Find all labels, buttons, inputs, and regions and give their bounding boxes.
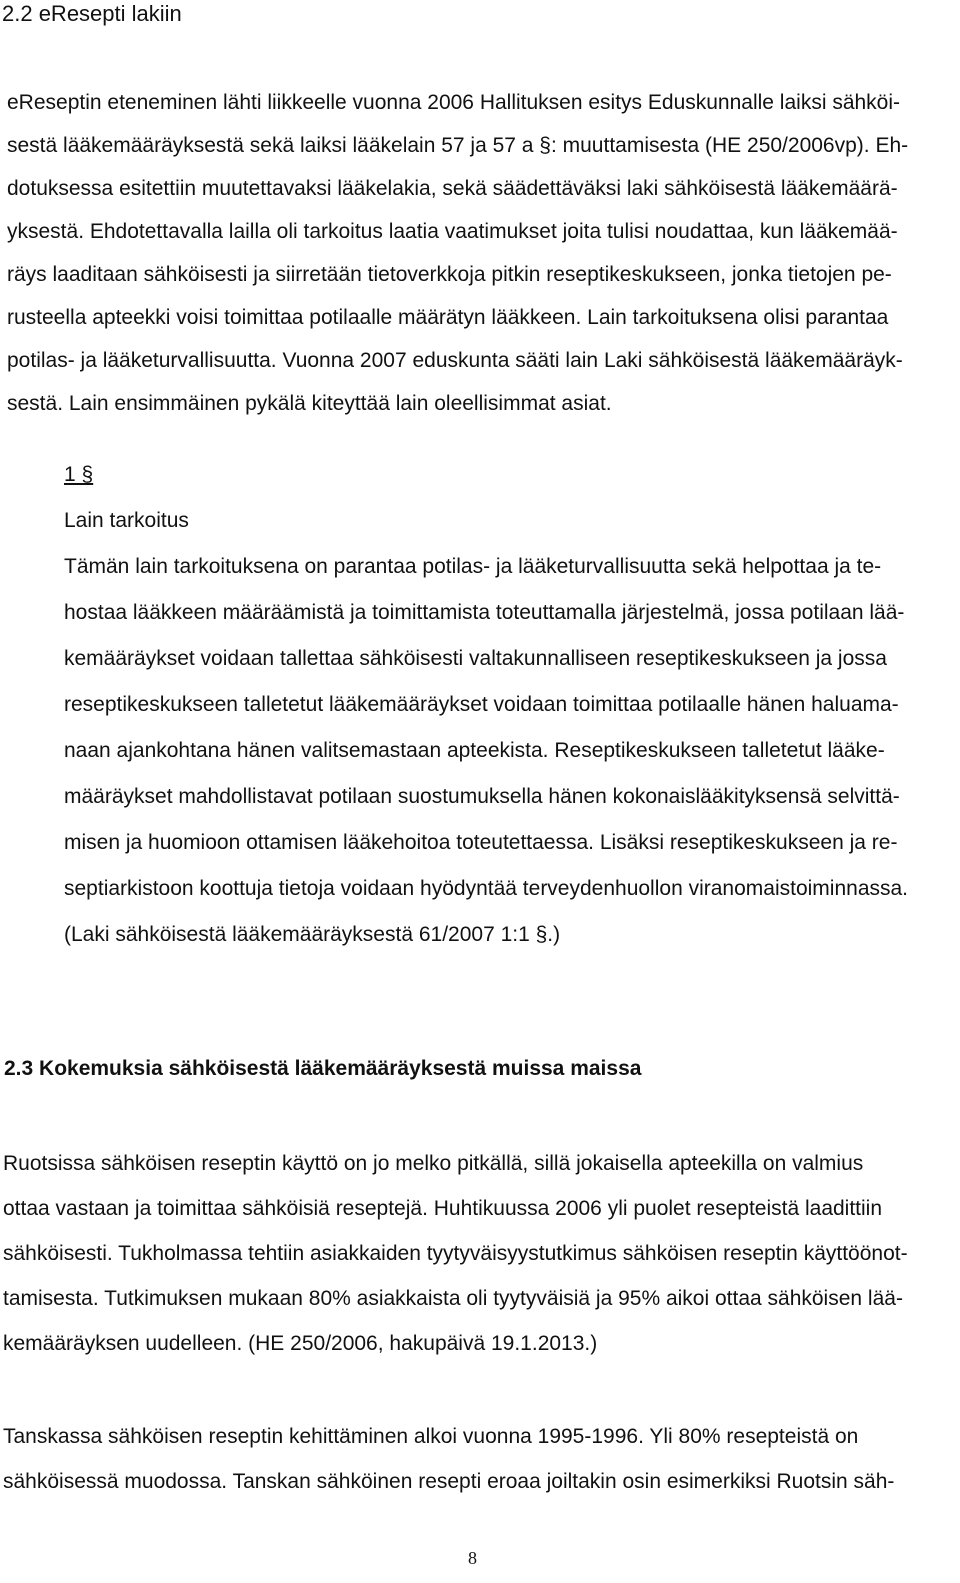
quote-line: määräykset mahdollistavat potilaan suostumuksella hänen kokonaislääkityksensä selvittä-: [64, 785, 900, 808]
paragraph-line: tamisesta. Tutkimuksen mukaan 80% asiakkaista oli tyytyväisiä ja 95% aikoi ottaa sähköisen lää-: [3, 1287, 903, 1310]
quote-line: reseptikeskukseen talletetut lääkemääräykset voidaan toimittaa potilaalle hänen haluama-: [64, 693, 899, 716]
paragraph-line: eReseptin eteneminen lähti liikkeelle vuonna 2006 Hallituksen esitys Eduskunnalle laiksi sähköi-: [7, 91, 901, 114]
paragraph-line: ottaa vastaan ja toimittaa sähköisiä reseptejä. Huhtikuussa 2006 yli puolet resepteistä laadittiin: [3, 1197, 883, 1220]
paragraph-line: sestä lääkemääräyksestä sekä laiksi lääkelain 57 ja 57 a §: muuttamisesta (HE 250/2006vp). Eh-: [7, 134, 909, 157]
paragraph-line: kemääräyksen uudelleen. (HE 250/2006, hakupäivä 19.1.2013.): [3, 1332, 598, 1355]
paragraph-line: rusteella apteekki voisi toimittaa potilaalle määrätyn lääkkeen. Lain tarkoituksena olisi parantaa: [7, 306, 889, 329]
quote-line: kemääräykset voidaan tallettaa sähköisesti valtakunnalliseen reseptikeskukseen ja jossa: [64, 647, 887, 670]
paragraph-line: sähköisesti. Tukholmassa tehtiin asiakkaiden tyytyväisyystutkimus sähköisen reseptin käyttöönot-: [3, 1242, 908, 1265]
paragraph-line: dotuksessa esitettiin muutettavaksi lääkelakia, sekä säädettäväksi laki sähköisestä lääkemäärä-: [7, 177, 898, 200]
paragraph-line: yksestä. Ehdotettavalla lailla oli tarkoitus laatia vaatimukset joita tulisi noudattaa, kun lääkemää-: [7, 220, 898, 243]
section-heading-2-3: 2.3 Kokemuksia sähköisestä lääkemääräyksestä muissa maissa: [4, 1057, 642, 1080]
quote-line: (Laki sähköisestä lääkemääräyksestä 61/2007 1:1 §.): [64, 923, 561, 946]
section-heading-2-2: 2.2 eResepti lakiin: [2, 1, 182, 26]
quote-section-number: 1 §: [64, 463, 94, 486]
paragraph-line: sestä. Lain ensimmäinen pykälä kiteyttää lain oleellisimmat asiat.: [7, 392, 612, 415]
paragraph-line: räys laaditaan sähköisesti ja siirretään tietoverkkoja pitkin reseptikeskukseen, jonka tietojen pe-: [7, 263, 892, 286]
page-number: 8: [468, 1548, 477, 1568]
paragraph-line: Tanskassa sähköisen reseptin kehittäminen alkoi vuonna 1995-1996. Yli 80% resepteistä on: [3, 1425, 859, 1448]
paragraph-line: potilas- ja lääketurvallisuutta. Vuonna 2007 eduskunta sääti lain Laki sähköisestä lääkemääräyk-: [7, 349, 903, 372]
quote-line: misen ja huomioon ottamisen lääkehoitoa toteutettaessa. Lisäksi reseptikeskukseen ja re-: [64, 831, 898, 854]
paragraph-line: sähköisessä muodossa. Tanskan sähköinen resepti eroaa joiltakin osin esimerkiksi Ruotsin säh-: [3, 1470, 895, 1493]
quote-line: septiarkistoon koottuja tietoja voidaan hyödyntää terveydenhuollon viranomaistoiminnassa.: [64, 877, 909, 900]
quote-line: Tämän lain tarkoituksena on parantaa potilas- ja lääketurvallisuutta sekä helpottaa ja te-: [64, 555, 882, 578]
quote-line: hostaa lääkkeen määräämistä ja toimittamista toteuttamalla järjestelmä, jossa potilaan lää-: [64, 601, 905, 624]
quote-title: Lain tarkoitus: [64, 509, 189, 532]
paragraph-line: Ruotsissa sähköisen reseptin käyttö on jo melko pitkällä, sillä jokaisella apteekilla on valmius: [3, 1152, 864, 1175]
quote-line: naan ajankohtana hänen valitsemastaan apteekista. Reseptikeskukseen talletetut lääke-: [64, 739, 885, 762]
